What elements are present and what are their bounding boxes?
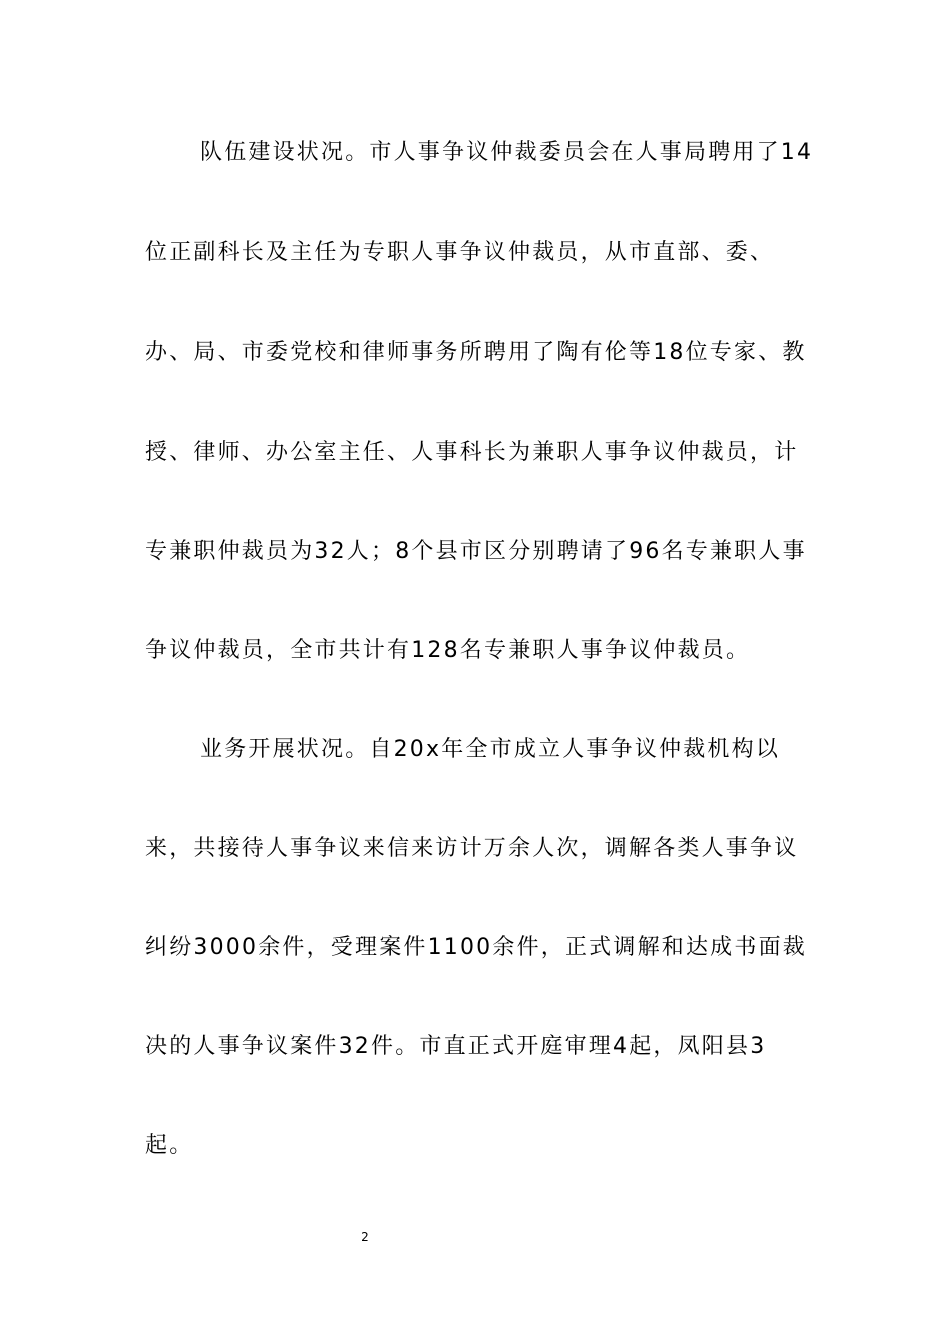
paragraph-1-line-4: 授、律师、办公室主任、人事科长为兼职人事争议仲裁员，计 bbox=[145, 440, 799, 465]
paragraph-2-line-1: 业务开展状况。自20x年全市成立人事争议仲裁机构以 bbox=[200, 737, 781, 762]
paragraph-1-line-3: 办、局、市委党校和律师事务所聘用了陶有伦等18位专家、教 bbox=[145, 340, 807, 365]
page-number: 2 bbox=[361, 1230, 369, 1244]
paragraph-2-line-4: 决的人事争议案件32件。市直正式开庭审理4起，凤阳县3 bbox=[145, 1034, 767, 1059]
paragraph-2-line-3: 纠纷3000余件，受理案件1100余件，正式调解和达成书面裁 bbox=[145, 935, 807, 960]
paragraph-1-line-6: 争议仲裁员，全市共计有128名专兼职人事争议仲裁员。 bbox=[145, 638, 751, 663]
paragraph-1-line-2: 位正副科长及主任为专职人事争议仲裁员，从市直部、委、 bbox=[145, 240, 775, 265]
paragraph-2-line-2: 来，共接待人事争议来信来访计万余人次，调解各类人事争议 bbox=[145, 836, 799, 861]
paragraph-1-line-5: 专兼职仲裁员为32人；8个县市区分别聘请了96名专兼职人事 bbox=[145, 539, 807, 564]
paragraph-1-line-1: 队伍建设状况。市人事争议仲裁委员会在人事局聘用了14 bbox=[200, 140, 814, 165]
paragraph-2-line-5: 起。 bbox=[145, 1133, 194, 1158]
